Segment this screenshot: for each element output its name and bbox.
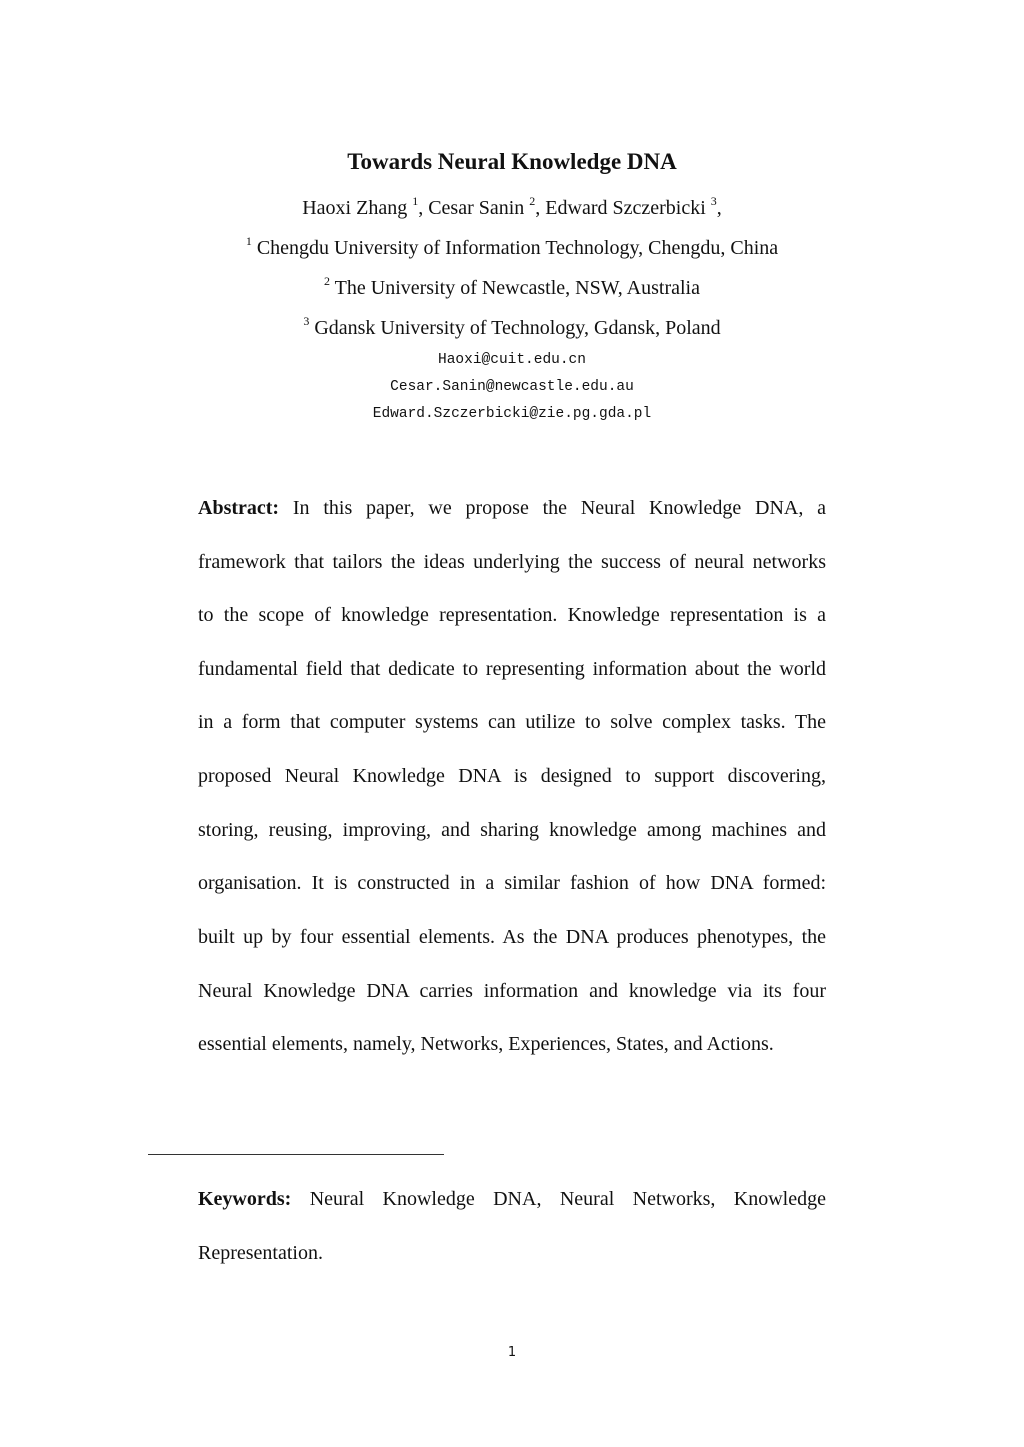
abstract-line: proposed Neural Knowledge DNA is designed to support discovering,	[198, 765, 826, 787]
affiliation-line	[0, 274, 1024, 304]
author-email: Haoxi@cuit.edu.cn	[438, 352, 586, 368]
affiliation-text: The University of Newcastle, NSW, Australia	[334, 277, 700, 299]
paper-title: Towards Neural Knowledge DNA	[347, 149, 677, 174]
keywords-line-text: Neural Knowledge DNA, Neural Networks, Knowledge	[309, 1188, 826, 1210]
author-affiliation-mark: 1	[412, 194, 419, 208]
author-list	[0, 194, 1024, 224]
author-affiliation-mark: 2	[529, 194, 536, 208]
author-name: Cesar Sanin	[428, 197, 525, 219]
footnote-divider	[148, 1154, 444, 1155]
author-email: Edward.Szczerbicki@zie.pg.gda.pl	[372, 406, 652, 422]
affiliation-text: Gdansk University of Technology, Gdansk, Poland	[314, 317, 721, 339]
keywords-line: Representation.	[198, 1242, 323, 1264]
abstract-line: organisation. It is constructed in a similar fashion of how DNA formed:	[198, 872, 826, 894]
author-affiliation-mark: 3	[710, 194, 717, 208]
abstract-line: Neural Knowledge DNA carries information and knowledge via its four	[198, 980, 826, 1002]
author-separator: ,	[535, 197, 546, 219]
author-separator: ,	[418, 197, 429, 219]
author-separator: ,	[716, 197, 722, 219]
keywords-line	[198, 1185, 826, 1213]
abstract-line: in a form that computer systems can utilize to solve complex tasks. The	[198, 711, 826, 733]
affiliation-line	[0, 314, 1024, 344]
affiliation-line	[0, 234, 1024, 264]
abstract-line: built up by four essential elements. As the DNA produces phenotypes, the	[198, 926, 826, 948]
abstract-line: storing, reusing, improving, and sharing knowledge among machines and	[198, 819, 826, 841]
author-name: Edward Szczerbicki	[545, 197, 706, 219]
affiliation-text: Chengdu University of Information Technology, Chengdu, China	[256, 237, 779, 259]
keywords-label: Keywords:	[198, 1188, 292, 1210]
abstract-line: essential elements, namely, Networks, Experiences, States, and Actions.	[198, 1033, 774, 1055]
author-name: Haoxi Zhang	[302, 197, 408, 219]
abstract-label: Abstract:	[198, 497, 280, 519]
abstract-line: fundamental field that dedicate to representing information about the world	[198, 658, 826, 680]
author-email: Cesar.Sanin@newcastle.edu.au	[390, 379, 634, 395]
affiliation-mark: 2	[324, 274, 331, 288]
affiliation-mark: 3	[303, 314, 310, 328]
page-number: 1	[507, 1345, 517, 1360]
affiliation-mark: 1	[245, 234, 252, 248]
abstract-line: to the scope of knowledge representation. Knowledge representation is a	[198, 604, 826, 626]
abstract-line-text: In this paper, we propose the Neural Knowledge DNA, a	[292, 497, 827, 519]
abstract-line	[198, 494, 826, 522]
abstract-line: framework that tailors the ideas underlying the success of neural networks	[198, 551, 826, 573]
